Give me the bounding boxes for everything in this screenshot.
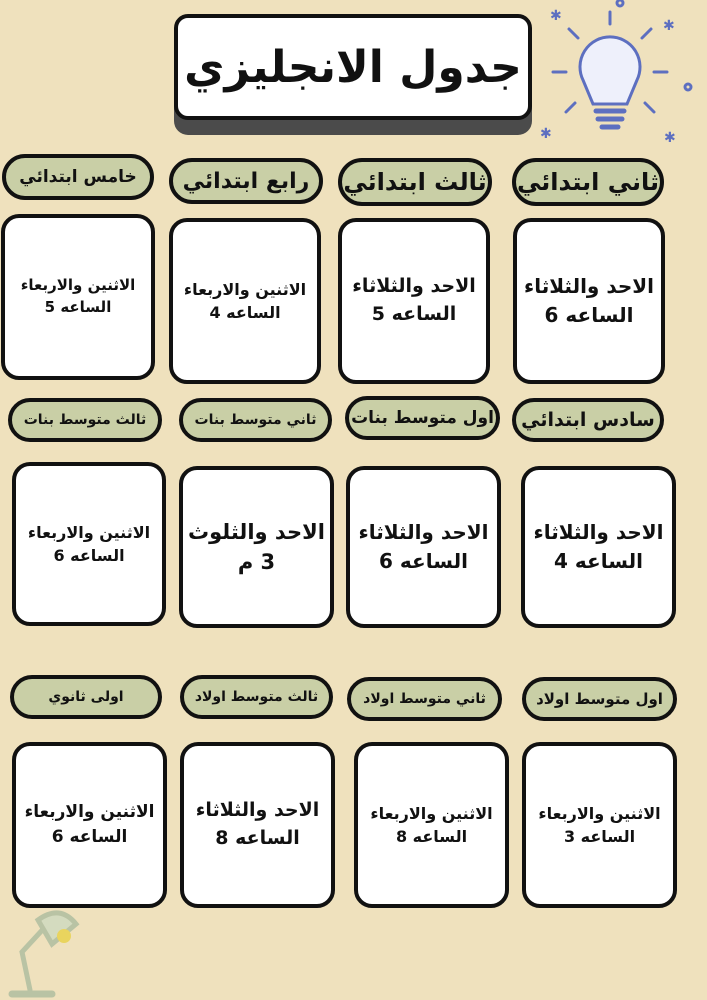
schedule-card-grade3-middle-girls [12,462,166,626]
schedule-days: الاثنين والاربعاء [24,802,155,823]
schedule-time: الساعه 6 [379,549,468,573]
schedule-card-grade5-primary [1,214,155,380]
schedule-time: الساعه 6 [53,546,125,565]
class-label-grade6-primary: سادس ابتدائي [512,398,664,442]
schedule-card-grade3-primary [338,218,490,384]
class-label-grade3-primary: ثالث ابتدائي [338,158,492,206]
schedule-days: الاحد والثلاثاء [195,799,320,822]
class-label-grade1-secondary: اولى ثانوي [10,675,162,719]
schedule-card-grade3-middle-boys [180,742,335,908]
schedule-days: الاثنين والاربعاء [538,803,661,823]
schedule-time: الساعه 4 [209,303,281,322]
schedule-days: الاحد والثلاثاء [533,520,664,544]
class-label-grade1-middle-girls: اول متوسط بنات [345,396,500,440]
svg-text:✱: ✱ [550,8,562,24]
schedule-days: الاثنين والاربعاء [27,522,151,542]
svg-text:✱: ✱ [663,18,675,34]
class-label-grade4-primary: رابع ابتدائي [169,158,323,204]
schedule-time: الساعه 6 [51,827,128,847]
schedule-days: الاثنين والاربعاء [370,803,493,823]
desk-lamp-icon [0,905,90,1000]
class-label-grade3-middle-boys: ثالث متوسط اولاد [180,675,333,719]
schedule-card-grade6-primary [521,466,676,628]
schedule-time: الساعه 5 [44,298,112,316]
schedule-time: الساعه 5 [371,303,457,325]
schedule-card-grade4-primary [169,218,321,384]
class-label-grade2-primary: ثاني ابتدائي [512,158,664,206]
schedule-time: الساعه 4 [554,549,643,573]
schedule-card-grade2-primary [513,218,665,384]
schedule-card-grade2-middle-boys [354,742,509,908]
schedule-time: الساعه 6 [544,303,634,327]
schedule-card-grade2-middle-girls [179,466,334,628]
schedule-days: الاحد والثلاثاء [523,274,655,298]
schedule-days: الاحد والثلاثاء [352,275,476,298]
page-title: جدول الانجليزي [174,14,532,120]
svg-text:✱: ✱ [540,126,552,142]
schedule-card-grade1-middle-boys [522,742,677,908]
class-label-grade2-middle-girls: ثاني متوسط بنات [179,398,332,442]
schedule-days: الاحد والثلوث [188,519,325,544]
schedule-days: الاثنين والاربعاء [20,276,136,295]
schedule-time: الساعه 8 [395,827,468,846]
class-label-grade2-middle-boys: ثاني متوسط اولاد [347,677,502,721]
schedule-days: الاحد والثلاثاء [358,520,489,544]
lightbulb-icon [535,0,707,152]
schedule-card-grade1-middle-girls [346,466,501,628]
svg-text:✱: ✱ [664,130,676,146]
schedule-card-grade1-secondary [12,742,167,908]
schedule-days: الاثنين والاربعاء [183,279,307,299]
schedule-time: الساعه 3 [563,827,636,846]
schedule-time: 3 م [237,550,276,574]
class-label-grade5-primary: خامس ابتدائي [2,154,154,200]
schedule-time: الساعه 8 [215,827,300,849]
class-label-grade1-middle-boys: اول متوسط اولاد [522,677,677,721]
class-label-grade3-middle-girls: ثالث متوسط بنات [8,398,162,442]
